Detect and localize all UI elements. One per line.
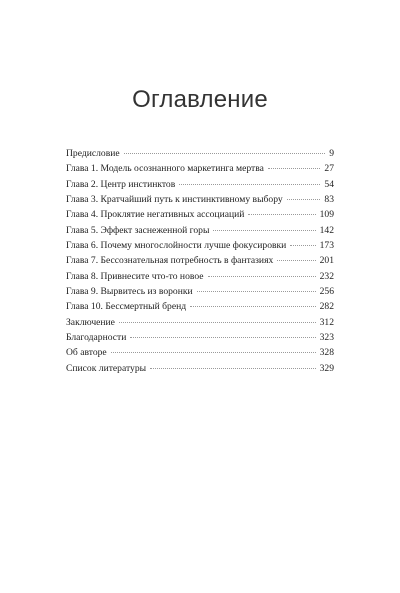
toc-entry-label: Глава 4. Проклятие негативных ассоциаций bbox=[66, 209, 245, 221]
dot-leader bbox=[150, 368, 316, 369]
toc-entry-label: Заключение bbox=[66, 316, 115, 328]
toc-entry-page: 109 bbox=[319, 209, 334, 221]
page-title: Оглавление bbox=[132, 86, 268, 114]
toc-entry bbox=[66, 332, 334, 347]
toc-entry-page: 173 bbox=[319, 240, 334, 252]
toc-entry bbox=[66, 347, 334, 362]
toc-entry-label: Глава 5. Эффект заснеженной горы bbox=[66, 224, 210, 236]
toc-entry-page: 54 bbox=[324, 178, 334, 190]
toc-entry-page: 312 bbox=[319, 316, 334, 328]
dot-leader bbox=[287, 199, 321, 200]
dot-leader bbox=[268, 168, 320, 169]
dot-leader bbox=[190, 306, 316, 307]
toc-entry bbox=[66, 225, 334, 240]
toc-entry-label: Глава 9. Вырвитесь из воронки bbox=[66, 286, 193, 298]
toc-entry-label: Благодарности bbox=[66, 332, 127, 344]
toc-entry-label: Предисловие bbox=[66, 148, 120, 159]
toc-entry-label: Об авторе bbox=[66, 347, 107, 359]
dot-leader bbox=[119, 322, 316, 323]
toc-entry bbox=[66, 163, 334, 178]
toc-entry-label: Глава 7. Бессознательная потребность в фантазиях bbox=[66, 255, 274, 267]
toc-entry-page: 201 bbox=[319, 255, 334, 267]
toc-entry-page: 328 bbox=[319, 347, 334, 359]
toc-entry bbox=[66, 209, 334, 224]
dot-leader bbox=[111, 352, 316, 353]
table-of-contents bbox=[66, 148, 334, 378]
toc-entry bbox=[66, 148, 334, 163]
toc-entry bbox=[66, 286, 334, 301]
toc-entry bbox=[66, 240, 334, 255]
toc-entry bbox=[66, 301, 334, 316]
dot-leader bbox=[197, 291, 316, 292]
toc-entry-page: 142 bbox=[319, 224, 334, 236]
dot-leader bbox=[290, 245, 315, 246]
toc-entry-page: 27 bbox=[324, 163, 334, 175]
dot-leader bbox=[213, 230, 315, 231]
toc-entry-label: Глава 6. Почему многослойности лучше фокусировки bbox=[66, 240, 287, 252]
toc-entry-label: Глава 10. Бессмертный бренд bbox=[66, 301, 187, 313]
toc-entry bbox=[66, 194, 334, 209]
toc-entry-page: 323 bbox=[319, 332, 334, 344]
toc-entry-page: 232 bbox=[319, 270, 334, 282]
toc-entry-page: 256 bbox=[319, 286, 334, 298]
toc-entry bbox=[66, 271, 334, 286]
dot-leader bbox=[124, 153, 326, 154]
toc-entry bbox=[66, 317, 334, 332]
toc-entry-label: Глава 2. Центр инстинктов bbox=[66, 178, 176, 190]
toc-entry bbox=[66, 255, 334, 270]
dot-leader bbox=[208, 276, 316, 277]
dot-leader bbox=[277, 260, 315, 261]
toc-entry-page: 83 bbox=[324, 194, 334, 206]
dot-leader bbox=[179, 184, 320, 185]
toc-entry bbox=[66, 363, 334, 378]
toc-entry-label: Глава 1. Модель осознанного маркетинга мертва bbox=[66, 163, 264, 175]
toc-entry-page: 329 bbox=[319, 362, 334, 374]
dot-leader bbox=[130, 337, 315, 338]
dot-leader bbox=[248, 214, 315, 215]
toc-entry-label: Список литературы bbox=[66, 362, 147, 374]
toc-entry bbox=[66, 179, 334, 194]
toc-entry-page: 9 bbox=[329, 148, 334, 159]
toc-entry-label: Глава 8. Привнесите что-то новое bbox=[66, 270, 204, 282]
toc-entry-label: Глава 3. Кратчайший путь к инстинктивному выбору bbox=[66, 194, 283, 206]
toc-entry-page: 282 bbox=[319, 301, 334, 313]
